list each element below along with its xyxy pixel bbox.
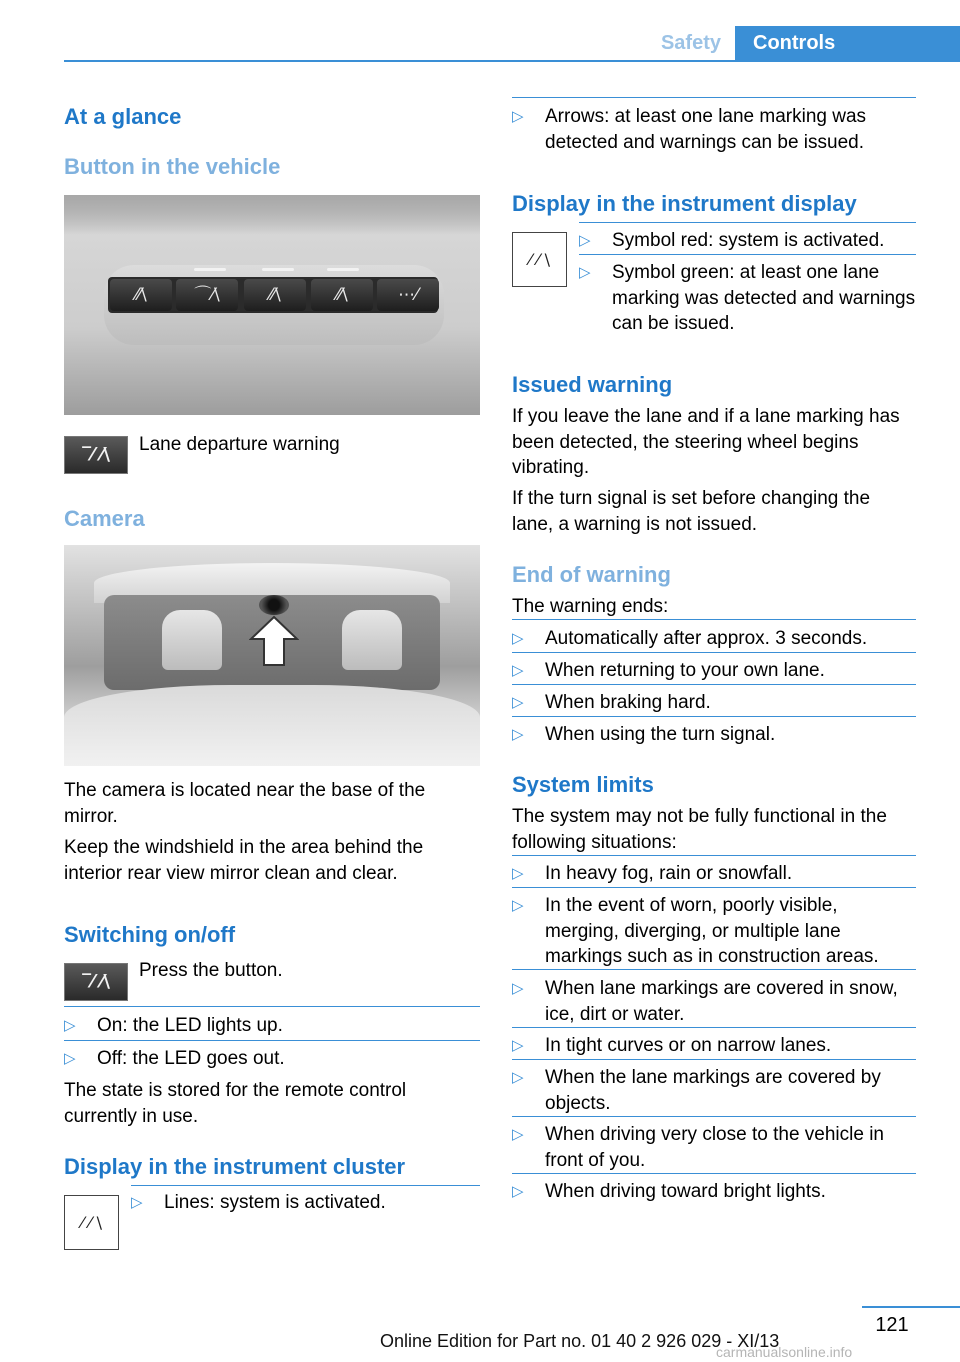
heading-instrument-cluster: Display in the instrument cluster — [64, 1154, 406, 1179]
bullet-divider — [579, 254, 916, 255]
bullet-triangle-icon: ▷ — [512, 1126, 524, 1143]
list-item: ▷ Off: the LED goes out. — [64, 1046, 480, 1072]
led-indicator — [262, 268, 294, 271]
heading-at-a-glance: At a glance — [64, 104, 182, 129]
led-indicator — [194, 268, 226, 271]
heading-system-limits: System limits — [512, 772, 654, 797]
bullet-triangle-icon: ▷ — [512, 1037, 524, 1054]
led-indicator — [327, 268, 359, 271]
list-item: ▷ Arrows: at least one lane marking was detected and warnings can be issued. — [512, 106, 867, 153]
header-chapter-controls: Controls — [735, 26, 960, 62]
lane-lines-display-icon: ⁄ ⁄ \ — [512, 232, 567, 287]
bullet-triangle-icon: ▷ — [512, 980, 524, 997]
lane-change-key: ⁄⁄\ — [311, 279, 373, 311]
header-rule — [64, 60, 960, 62]
bullet-divider — [131, 1185, 480, 1186]
bullet-triangle-icon: ▷ — [64, 1050, 76, 1067]
pedestrian-warning-key: ⁄⁄\ — [110, 279, 172, 311]
list-item: ▷ Automatically after approx. 3 seconds. — [512, 626, 916, 652]
list-item: ▷ Symbol green: at least one lane marking was detected and warnings can be issued. — [579, 262, 916, 334]
bullet-divider — [512, 1059, 916, 1060]
bullet-divider — [512, 716, 916, 717]
night-vision-key: ⋯⁄ — [377, 279, 439, 311]
bullet-divider — [512, 1116, 916, 1117]
list-item: ▷ When driving very close to the vehicle in front of you. — [512, 1124, 884, 1171]
bullet-divider — [512, 1027, 916, 1028]
lane-departure-key: ⁄⁄\ — [244, 279, 306, 311]
lane-departure-button-icon: ‾⁄ ⁄\ — [64, 436, 128, 474]
camera-lens-icon — [259, 595, 289, 615]
press-button-text: Press the button. — [139, 960, 283, 981]
bullet-triangle-icon: ▷ — [512, 1183, 524, 1200]
bullet-triangle-icon: ▷ — [512, 662, 524, 679]
camera-paragraph-2: Keep the windshield in the area behind the interior rear view mirror clean and clear. — [64, 837, 424, 884]
bullet-triangle-icon: ▷ — [64, 1017, 76, 1034]
bullet-triangle-icon: ▷ — [131, 1194, 143, 1211]
bullet-divider — [512, 855, 916, 856]
heading-issued-warning: Issued warning — [512, 372, 673, 397]
bullet-triangle-icon: ▷ — [512, 897, 524, 914]
bullet-triangle-icon: ▷ — [512, 108, 524, 125]
list-item: ▷ In tight curves or on narrow lanes. — [512, 1033, 916, 1059]
edition-text: Online Edition for Part no. 01 40 2 926 029 - XI/13 — [380, 1331, 780, 1351]
bullet-triangle-icon: ▷ — [579, 232, 591, 249]
bullet-divider — [512, 619, 916, 620]
end-intro-text: The warning ends: — [512, 596, 669, 617]
bullet-divider — [579, 222, 916, 223]
heading-button-in-vehicle: Button in the vehicle — [64, 154, 281, 179]
footer-rule — [862, 1306, 960, 1308]
limits-intro-text: The system may not be fully functional in the following situations: — [512, 806, 887, 853]
list-item: ▷ When driving toward bright lights. — [512, 1179, 916, 1205]
button-panel-photo — [64, 195, 480, 415]
list-item: ▷ When lane markings are covered in snow, ice, dirt or water. — [512, 978, 898, 1025]
page-number: 121 — [875, 1314, 909, 1336]
bullet-triangle-icon: ▷ — [512, 726, 524, 743]
lane-departure-button-icon: ‾⁄ ⁄\ — [64, 963, 128, 1001]
list-item: ▷ When braking hard. — [512, 690, 916, 716]
bullet-divider — [512, 652, 916, 653]
watermark-text: carmanualsonline.info — [716, 1344, 853, 1360]
list-item: ▷ When the lane markings are covered by objects. — [512, 1067, 881, 1114]
lane-departure-label: Lane departure warning — [139, 434, 340, 455]
heading-switching-on-off: Switching on/off — [64, 922, 236, 947]
bullet-triangle-icon: ▷ — [512, 865, 524, 882]
arrow-up-icon — [249, 615, 299, 667]
heading-camera: Camera — [64, 506, 145, 531]
bullet-triangle-icon: ▷ — [512, 694, 524, 711]
bullet-triangle-icon: ▷ — [512, 630, 524, 647]
bullet-divider — [512, 887, 916, 888]
bullet-divider — [512, 684, 916, 685]
list-item: ▷ Symbol red: system is activated. — [579, 228, 916, 254]
bullet-divider — [64, 1006, 480, 1007]
header-section-safety: Safety — [660, 32, 721, 54]
bullet-divider — [512, 97, 916, 98]
state-stored-text: The state is stored for the remote control currently in use. — [64, 1080, 407, 1127]
issued-paragraph-2: If the turn signal is set before changing the lane, a warning is not issued. — [512, 488, 871, 535]
lane-lines-cluster-icon: ⁄ ⁄ \ — [64, 1195, 119, 1250]
list-item: ▷ Lines: system is activated. — [131, 1190, 480, 1216]
list-item: ▷ When returning to your own lane. — [512, 658, 916, 684]
collision-warning-key: ⌒⁄\ — [176, 279, 238, 311]
bullet-triangle-icon: ▷ — [579, 264, 591, 281]
bullet-divider — [64, 1040, 480, 1041]
bullet-divider — [512, 1173, 916, 1174]
list-item: ▷ In the event of worn, poorly visible, merging, diverging, or multiple lane markings such as in construction areas. — [512, 895, 879, 967]
camera-location-photo — [64, 545, 480, 766]
heading-end-of-warning: End of warning — [512, 562, 671, 587]
list-item: ▷ In heavy fog, rain or snowfall. — [512, 861, 916, 887]
bullet-divider — [512, 969, 916, 970]
list-item: ▷ When using the turn signal. — [512, 722, 916, 748]
bullet-triangle-icon: ▷ — [512, 1069, 524, 1086]
list-item: ▷ On: the LED lights up. — [64, 1013, 480, 1039]
issued-paragraph-1: If you leave the lane and if a lane marking has been detected, the steering wheel begins vibrating. — [512, 406, 900, 478]
heading-instrument-display: Display in the instrument display — [512, 191, 857, 216]
camera-paragraph-1: The camera is located near the base of the mirror. — [64, 780, 426, 827]
